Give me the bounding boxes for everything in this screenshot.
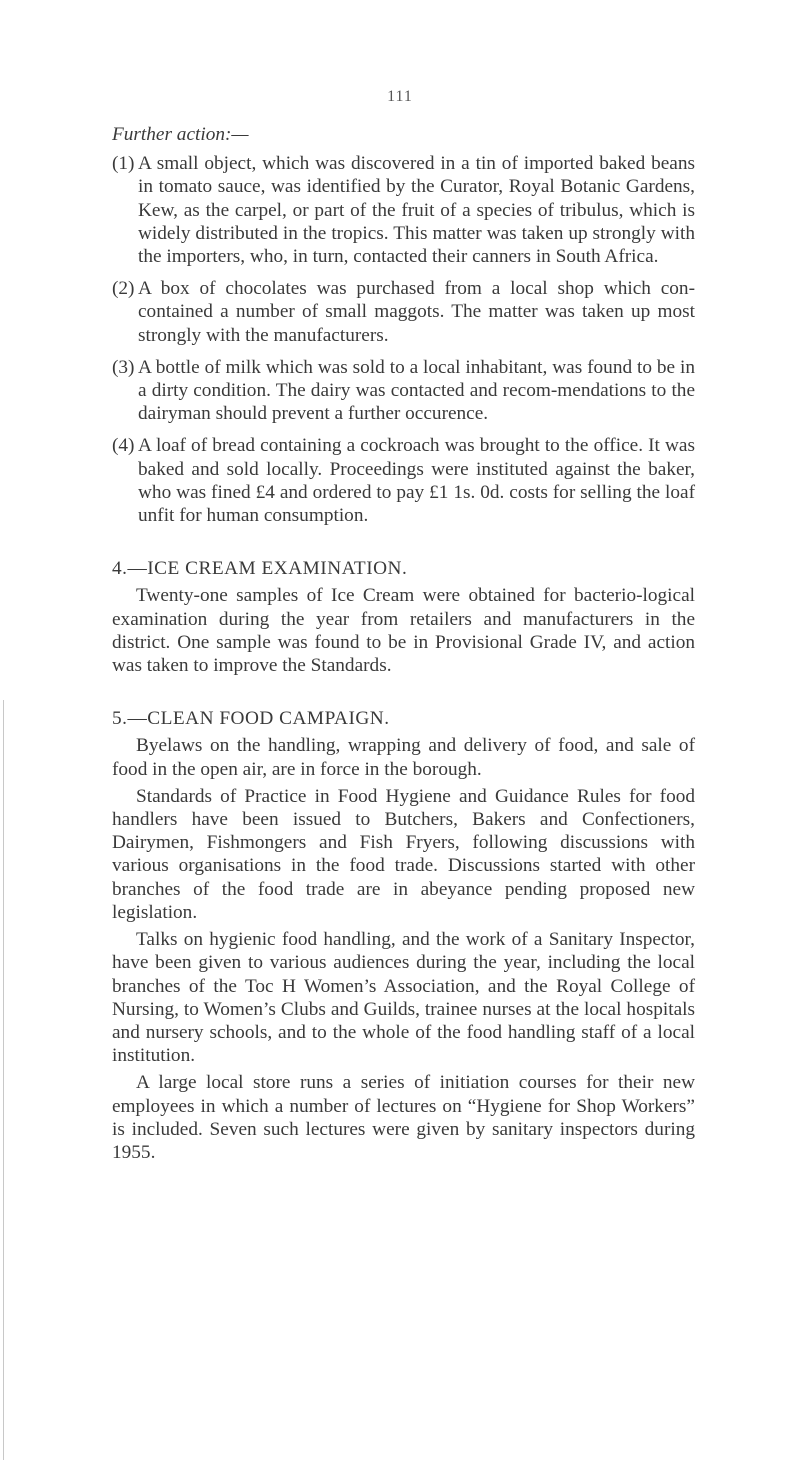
clean-food-paragraph: Talks on hygienic food handling, and the work of a Sanitary Inspector, have been given to various audiences during the year, including the local branches of the Toc H Women’s Association, and the Royal College of Nursing, to Women’s Clubs and Guilds, trainee nurses at the local hospitals and nursery schools, and to the whole of the food handling staff of a local institution. (112, 929, 695, 1067)
ice-cream-paragraph: Twenty-one samples of Ice Cream were obtained for bacterio-logical examination during the year from retailers and manufacturers in the district. One sample was found to be in Provisional Grade IV, and action was taken to improve the Standards. (112, 585, 695, 677)
item-number: (2) (112, 278, 135, 300)
clean-food-heading: 5.—CLEAN FOOD CAMPAIGN. (112, 708, 390, 730)
clean-food-paragraph: Byelaws on the handling, wrapping and delivery of food, and sale of food in the open air, are in force in the borough. (112, 735, 695, 780)
item-number: (4) (112, 435, 135, 457)
clean-food-paragraph: Standards of Practice in Food Hygiene and Guidance Rules for food handlers have been issued to Butchers, Bakers and Confectioners, Dairymen, Fishmongers and Fish Fryers, following discussions with various organisations in the food trade. Discussions started with other branches of the food trade are in abeyance pending proposed new legislation. (112, 785, 695, 923)
item-text: A loaf of bread containing a cockroach was brought to the office. It was baked and sold locally. Proceedings were instituted against the baker, who was fined £4 and ordered to pay £1 1s. 0d. costs for selling the loaf unfit for human consumption. (138, 435, 695, 527)
further-action-heading: Further action:— (112, 124, 249, 145)
item-text: A bottle of milk which was sold to a local inhabitant, was found to be in a dirty condition. The dairy was contacted and recom-mendations to the dairyman should prevent a further occurence. (138, 356, 695, 425)
page-number: 111 (387, 88, 413, 105)
scan-edge-line (3, 700, 4, 1460)
ice-cream-heading: 4.—ICE CREAM EXAMINATION. (112, 558, 408, 580)
item-text: A box of chocolates was purchased from a local shop which con-contained a number of small maggots. The matter was taken up most strongly with the manufacturers. (138, 278, 695, 346)
item-number: (1) (112, 153, 135, 175)
document-body (112, 123, 695, 1168)
action-item-2 (112, 277, 695, 347)
item-text: A small object, which was discovered in a tin of imported baked beans in tomato sauce, was identified by the Curator, Royal Botanic Gardens, Kew, as the carpel, or part of the fruit of a species of tribulus, which is widely distributed in the tropics. This matter was taken up strongly with the importers, who, in turn, contacted their canners in South Africa. (138, 153, 695, 268)
action-item-4 (112, 434, 695, 527)
item-number: (3) (112, 356, 135, 378)
action-item-1 (112, 152, 695, 268)
action-item-3 (112, 356, 695, 426)
clean-food-paragraph: A large local store runs a series of initiation courses for their new employees in which a number of lectures on “Hygiene for Shop Workers” is included. Seven such lectures were given by sanitary inspectors during 1955. (112, 1072, 695, 1163)
